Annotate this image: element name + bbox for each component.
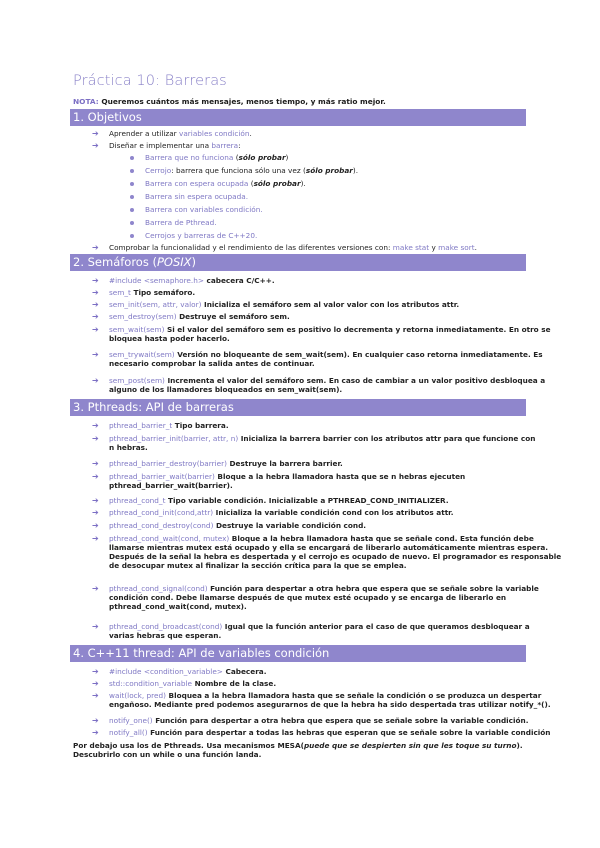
list-item: pthread_cond_signal(cond) Función para despertar a otra hebra que espera que se señale sobre la variable condición cond. Debe llamarse después de que mutex esté ocupado y se encarga de liberarlo en pthread_cond_wait(cond, mutex).: [109, 584, 539, 611]
section-header-semaforos: 2. Semáforos (POSIX): [70, 254, 526, 271]
list-item: pthread_barrier_init(barrier, attr, n) Inicializa la barrera barrier con los atributos attr para que funcione con n hebras.: [109, 434, 536, 452]
bullet-icon: [130, 169, 134, 173]
list-item: Aprender a utilizar variables condición.: [109, 129, 252, 138]
arrow-icon: ➔: [92, 325, 99, 334]
section-header-pthreads: 3. Pthreads: API de barreras: [70, 399, 526, 416]
list-item: wait(lock, pred) Bloquea a la hebra llamadora hasta que se señale la condición o se produzca un despertar engañoso. Mediante pred podemos asegurarnos de que la hebra ha sido despertada tras utilizar notify_*().: [109, 691, 551, 709]
list-item: sem_destroy(sem) Destruye el semáforo sem.: [109, 312, 290, 321]
arrow-icon: ➔: [92, 679, 99, 688]
arrow-icon: ➔: [92, 508, 99, 517]
bullet-icon: [130, 195, 134, 199]
list-item: notify_all() Función para despertar a todas las hebras que esperan que se señale sobre la variable condición: [109, 728, 551, 737]
arrow-icon: ➔: [92, 622, 99, 631]
bullet-icon: [130, 234, 134, 238]
list-item: Barrera con espera ocupada (sólo probar).: [145, 179, 306, 188]
arrow-icon: ➔: [92, 691, 99, 700]
list-item: pthread_cond_broadcast(cond) Igual que la función anterior para el caso de que queramos desbloquear a varias hebras que esperan.: [109, 622, 530, 640]
note-text: Queremos cuántos más mensajes, menos tiempo, y más ratio mejor.: [98, 97, 386, 106]
note-label: NOTA:: [73, 97, 99, 106]
arrow-icon: ➔: [92, 312, 99, 321]
arrow-icon: ➔: [92, 141, 99, 150]
bullet-icon: [130, 156, 134, 160]
list-item: pthread_barrier_t Tipo barrera.: [109, 421, 229, 430]
section-header-objetivos: 1. Objetivos: [70, 109, 526, 126]
arrow-icon: ➔: [92, 496, 99, 505]
arrow-icon: ➔: [92, 667, 99, 676]
arrow-icon: ➔: [92, 521, 99, 530]
page-title: Práctica 10: Barreras: [73, 73, 227, 89]
list-item: #include <condition_variable> Cabecera.: [109, 667, 267, 676]
list-item: Diseñar e implementar una barrera:: [109, 141, 241, 150]
section-header-cpp11: 4. C++11 thread: API de variables condición: [70, 645, 526, 662]
note-line: [73, 97, 386, 106]
list-item: Barrera sin espera ocupada.: [145, 192, 249, 201]
list-item: Barrera con variables condición.: [145, 205, 263, 214]
arrow-icon: ➔: [92, 421, 99, 430]
arrow-icon: ➔: [92, 276, 99, 285]
list-item: pthread_barrier_wait(barrier) Bloque a la hebra llamadora hasta que se n hebras ejecuten pthread_barrier_wait(barrier).: [109, 472, 466, 490]
list-item: pthread_cond_init(cond,attr) Inicializa la variable condición cond con los atributos attr.: [109, 508, 454, 517]
arrow-icon: ➔: [92, 350, 99, 359]
arrow-icon: ➔: [92, 716, 99, 725]
list-item: Barrera de Pthread.: [145, 218, 217, 227]
list-item: pthread_barrier_destroy(barrier) Destruye la barrera barrier.: [109, 459, 343, 468]
bullet-icon: [130, 182, 134, 186]
list-item: sem_trywait(sem) Versión no bloqueante de sem_wait(sem). En cualquier caso retorna inmediatamente. Es necesario comprobar la salida antes de continuar.: [109, 350, 543, 368]
list-item: #include <semaphore.h> cabecera C/C++.: [109, 276, 275, 285]
list-item: Comprobar la funcionalidad y el rendimiento de las diferentes versiones con: make stat y make sort.: [109, 243, 477, 252]
arrow-icon: ➔: [92, 288, 99, 297]
list-item: Cerrojo: barrera que funciona sólo una vez (sólo probar).: [145, 166, 359, 175]
arrow-icon: ➔: [92, 300, 99, 309]
list-item: pthread_cond_wait(cond, mutex) Bloque a la hebra llamadora hasta que se señale cond. Esta función debe llamarse mientras mutex está ocupado y ella se encargará de liberarlo automáticamente mientras espera. Después de la señal la hebra es despertada y el cerrojo es ocupado de nuevo. El programador es responsable de desocupar mutex al finalizar la sección crítica para la que se emplea.: [109, 534, 562, 570]
arrow-icon: ➔: [92, 728, 99, 737]
arrow-icon: ➔: [92, 376, 99, 385]
arrow-icon: ➔: [92, 434, 99, 443]
list-item: pthread_cond_t Tipo variable condición. Inicializable a PTHREAD_COND_INITIALIZER.: [109, 496, 449, 505]
arrow-icon: ➔: [92, 129, 99, 138]
list-item: sem_t Tipo semáforo.: [109, 288, 196, 297]
list-item: Cerrojos y barreras de C++20.: [145, 231, 258, 240]
arrow-icon: ➔: [92, 459, 99, 468]
arrow-icon: ➔: [92, 584, 99, 593]
list-item: Barrera que no funciona (sólo probar): [145, 153, 289, 162]
list-item: sem_wait(sem) Si el valor del semáforo sem es positivo lo decrementa y retorna inmediatamente. En otro se bloquea hasta poder hacerlo.: [109, 325, 551, 343]
list-item: sem_init(sem, attr, valor) Inicializa el semáforo sem al valor valor con los atributos attr.: [109, 300, 460, 309]
list-item: sem_post(sem) Incrementa el valor del semáforo sem. En caso de cambiar a un valor positivo desbloquea a alguno de los llamadores bloqueados en sem_wait(sem).: [109, 376, 546, 394]
bullet-icon: [130, 208, 134, 212]
arrow-icon: ➔: [92, 243, 99, 252]
list-item: pthread_cond_destroy(cond) Destruye la variable condición cond.: [109, 521, 367, 530]
list-item: notify_one() Función para despertar a otra hebra que espera que se señale sobre la variable condición.: [109, 716, 529, 725]
arrow-icon: ➔: [92, 472, 99, 481]
arrow-icon: ➔: [92, 534, 99, 543]
bullet-icon: [130, 221, 134, 225]
list-item: std::condition_variable Nombre de la clase.: [109, 679, 277, 688]
footer-paragraph: Por debajo usa los de Pthreads. Usa mecanismos MESA(puede que se despierten sin que les toque su turno). Descubrirlo con un while o una función landa.: [73, 741, 523, 759]
